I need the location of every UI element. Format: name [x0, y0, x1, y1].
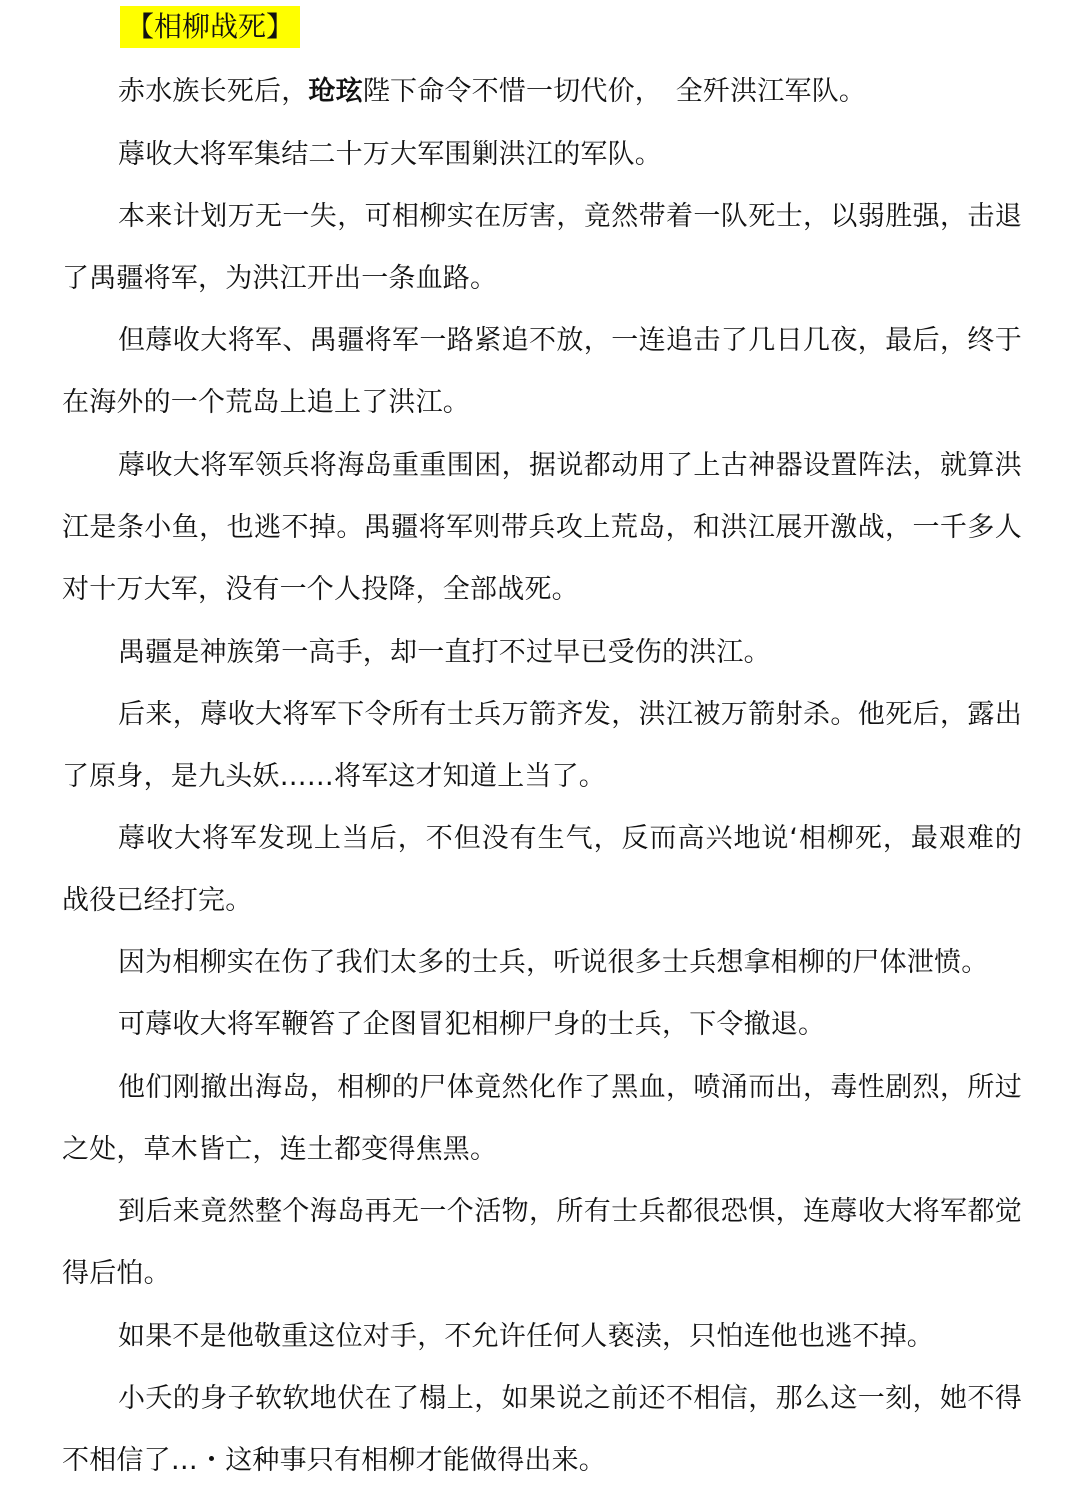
paragraph-1 [62, 61, 1022, 123]
paragraph-8: 蓐收大将军发现上当后，不但没有生气，反而高兴地说‘相柳死，最艰难的战役已经打完。 [62, 823, 1022, 916]
paragraph-3: 本来计划万无一失，可相柳实在厉害，竟然带着一队死士，以弱胜强，击退了禺疆将军，为洪江开出一条血路。 [62, 201, 1022, 294]
paragraph-1-post: 陛下命令不惜一切代价， 全歼洪江军队。 [362, 76, 867, 107]
paragraph-7: 后来，蓐收大将军下令所有士兵万箭齐发，洪江被万箭射杀。他死后，露出了原身，是九头妖……将军这才知道上当了。 [62, 699, 1022, 792]
paragraph-14: 小夭的身子软软地伏在了榻上，如果说之前还不相信，那么这一刻，她不得不相信了…・这种事只有相柳才能做得出来。 [62, 1383, 1022, 1476]
paragraph-12: 到后来竟然整个海岛再无一个活物，所有士兵都很恐惧，连蓐收大将军都觉得后怕。 [62, 1196, 1022, 1289]
paragraph-6: 禺疆是神族第一高手，却一直打不过早已受伤的洪江。 [118, 637, 771, 668]
paragraph-9: 因为相柳实在伤了我们太多的士兵，听说很多士兵想拿相柳的尸体泄愤。 [118, 947, 989, 978]
paragraph-11: 他们刚撤出海岛，相柳的尸体竟然化作了黑血，喷涌而出，毒性剧烈，所过之处，草木皆亡，连土都变得焦黑。 [62, 1072, 1022, 1165]
paragraph-1-bold-name: 玱玹 [308, 76, 363, 107]
paragraph-1-pre: 赤水族长死后， [118, 76, 309, 107]
section-heading: 【相柳战死】 [120, 6, 300, 48]
paragraph-4: 但蓐收大将军、禺疆将军一路紧追不放，一连追击了几日几夜，最后，终于在海外的一个荒岛上追上了洪江。 [62, 325, 1022, 418]
paragraph-5: 蓐收大将军领兵将海岛重重围困，据说都动用了上古神器设置阵法，就算洪江是条小鱼，也逃不掉。禺疆将军则带兵攻上荒岛，和洪江展开激战，一千多人对十万大军，没有一个人投降，全部战死。 [62, 450, 1022, 605]
paragraph-2: 蓐收大将军集结二十万大军围剿洪江的军队。 [118, 139, 662, 170]
paragraph-10: 可蓐收大将军鞭笞了企图冒犯相柳尸身的士兵，下令撤退。 [118, 1009, 826, 1040]
paragraph-13: 如果不是他敬重这位对手，不允许任何人亵渎，只怕连他也逃不掉。 [118, 1321, 934, 1352]
